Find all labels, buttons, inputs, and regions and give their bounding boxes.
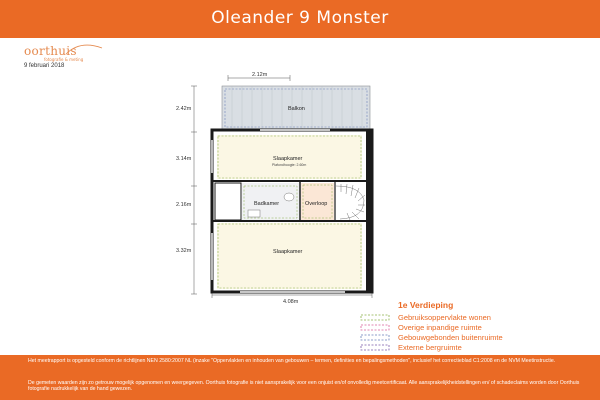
legend-swatch-wonen — [360, 314, 390, 321]
room-overloop — [301, 183, 334, 220]
room-badkamer — [242, 183, 299, 220]
legend-item-buitenruimte — [360, 333, 590, 342]
room-slaapkamer-top — [217, 135, 362, 179]
dim-bottom-width: 4.08m — [283, 299, 299, 305]
dim-height-2: 3.14m — [176, 156, 192, 162]
closet-space — [215, 183, 241, 220]
legend-swatch-buitenruimte — [360, 334, 390, 341]
page-title: Oleander 9 Monster — [211, 8, 389, 28]
room-label-overloop: Overloop — [305, 201, 328, 207]
footer-paragraph-2: De gemeten waarden zijn zo getrouw mogelijk opgenomen en weergegeven. Oorthuis fotografie is niet aansprakelijk voor een onjuist en/of onvolledig meetcertificaat. Alle aansprakelijkheidstellingen en/ of schadeclaims worden door Oorthuis fotografie nadrukkelijk van de hand gewezen. — [28, 380, 580, 393]
room-label-badkamer: Badkamer — [254, 201, 280, 207]
legend-swatch-inpandig — [360, 324, 390, 331]
room-label-slaapkamer-bottom: Slaapkamer — [273, 249, 303, 255]
legend-item-bergruimte — [360, 343, 590, 352]
legend-label-wonen: Gebruiksoppervlakte wonen — [398, 313, 491, 322]
legend-title: 1e Verdieping — [398, 300, 454, 310]
legend-swatch-bergruimte — [360, 344, 390, 351]
brand-logo — [24, 44, 104, 64]
legend-label-inpandig: Overige inpandige ruimte — [398, 323, 482, 332]
room-label-slaapkamer-top: Slaapkamer — [273, 156, 303, 162]
balcony — [222, 86, 370, 130]
footer-bar — [0, 355, 600, 400]
logo-brand: oorthuis — [24, 44, 77, 58]
legend-item-inpandig — [360, 323, 590, 332]
floor-plan — [160, 68, 420, 308]
legend-label-bergruimte: Externe bergruimte — [398, 343, 462, 352]
dim-height-4: 3.32m — [176, 248, 192, 254]
legend-label-buitenruimte: Gebouwgebonden buitenruimte — [398, 333, 503, 342]
room-sublabel-slaapkamer-top: Plafondhoogte: 2.60m — [272, 163, 307, 167]
dim-height-3: 2.16m — [176, 202, 192, 208]
plan-date: 9 februari 2018 — [24, 63, 65, 69]
room-label-balkon: Balkon — [288, 106, 305, 112]
footer-paragraph-1: Het meetrapport is opgesteld conform de richtlijnen NEN 2580:2007 NL (inzake "Oppervlakten en inhouden van gebouwen – termen, definities en bepalingsmethoden", inclusief het correctieblad C1:2008 en de NVM Meetinstructie. — [28, 358, 556, 364]
room-slaapkamer-bottom — [217, 223, 362, 289]
legend-item-wonen — [360, 313, 590, 322]
dim-height-1: 2.42m — [176, 106, 192, 112]
dim-top-width: 2.12m — [252, 72, 268, 78]
logo-tagline: fotografie & meting — [44, 57, 84, 62]
header-bar — [0, 0, 600, 38]
